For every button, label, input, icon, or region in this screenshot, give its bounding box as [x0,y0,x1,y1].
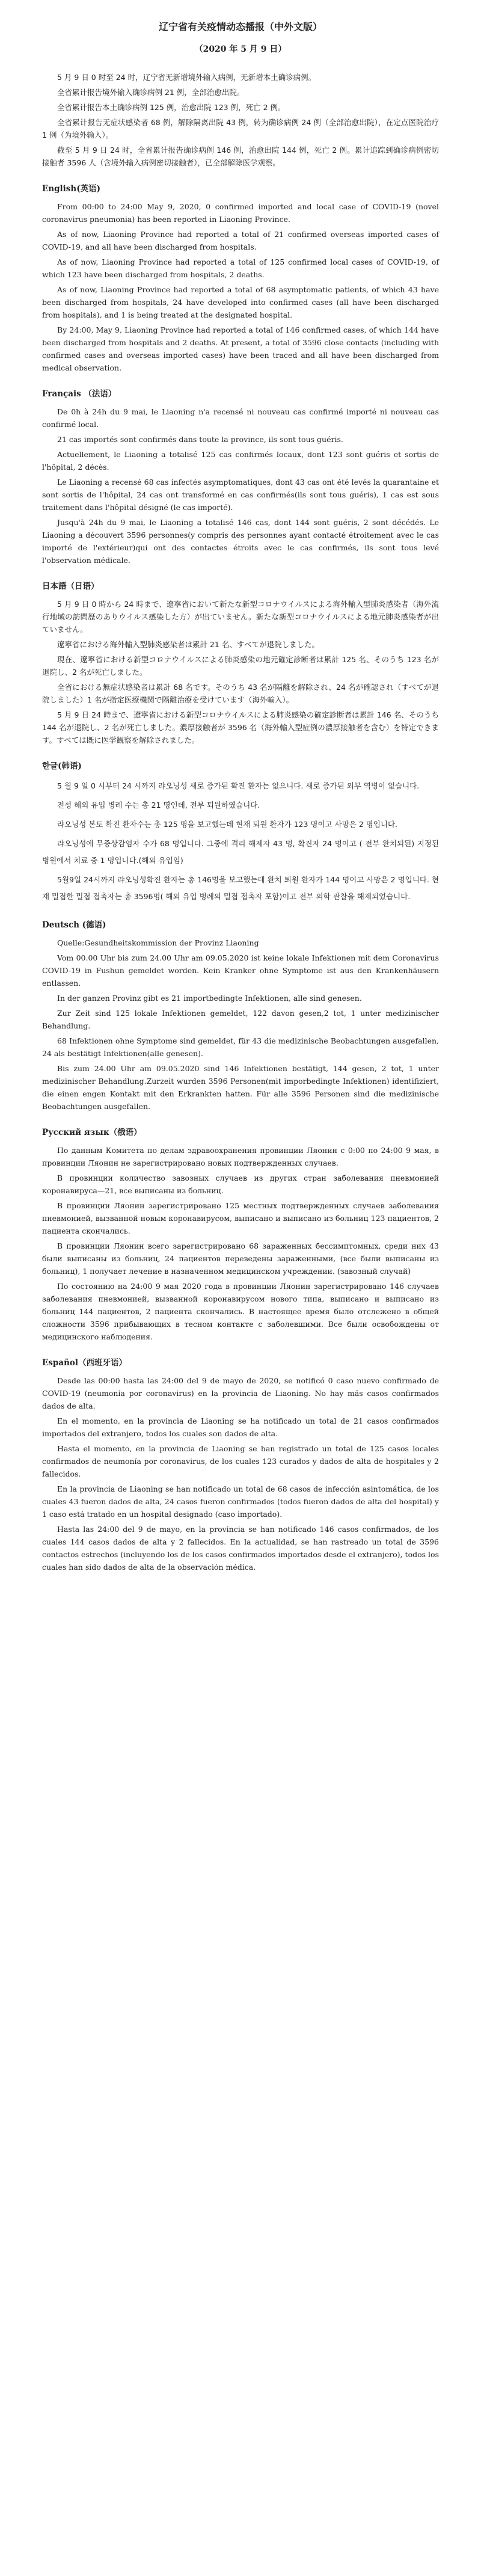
de-paragraph: Zur Zeit sind 125 lokale Infektionen gemeldet, 122 davon gesen,2 tot, 1 unter medizinischer Behandlung. [42,1009,439,1030]
german-section [42,918,439,1113]
russian-section [42,1126,439,1343]
spanish-section [42,1356,439,1573]
kr-paragraph: 5 월 9 일 0 시부터 24 시까지 랴오닝성 새로 증가된 확진 환자는 없으니다. 새로 증가된 외부 역병이 없습니다. [57,781,420,790]
jp-paragraph: 5 月 9 日 24 時まで、遼寧省における新型コロナウイルスによる肺炎感染の確定診断者は累計 146 名、そのうち 144 名が退院し、2 名が死亡しました。濃厚接触者が 3596 名（海外輸入型症例の濃厚接触者を含む）を特定できます。すべては既に医学観察を解除されました。 [42,710,439,745]
report-date: （2020 年 5 月 9 日） [194,45,287,54]
japanese-heading: 日本語（日语） [42,582,99,591]
de-paragraph: In der ganzen Provinz gibt es 21 importbedingte Infektionen, alle sind genesen. [57,994,362,1003]
es-paragraph: Hasta las 24:00 del 9 de mayo, en la provincia se han notificado 146 casos confirmados, de los cuales 144 casos dados de alta y 2 fallecidos. En la actualidad, se han rastreado un total de 3596 contactos estrechos (incluyendo los de los casos confirmados importados desde el extranjero), todos los cuales han sido dados de alta de la observación médica. [42,1525,439,1572]
es-paragraph: Desde las 00:00 hasta las 24:00 del 9 de mayo de 2020, se notificó 0 caso nuevo confirmado de COVID-19 (neumonía por coronavirus) en la provincia de Liaoning. No hay más casos confirmados dados de alta. [42,1376,439,1410]
de-paragraph: Bis zum 24.00 Uhr am 09.05.2020 sind 146 Infektionen bestätigt, 144 gesen, 2 tot, 1 unter medizinischer Behandlung.Zurzeit wurden 3596 Personen(mit imporbedingte Infektionen) identifiziert, die einen engen Kontakt mit den Erkrankten hatten. Für alle 3596 Personen sind die medizinische Beobachtungen ausgefallen. [42,1064,439,1111]
korean-section [42,760,439,905]
ru-paragraph: В провинции Ляонин зарегистрировано 125 местных подтвержденных случаев заболевания пневмонией, вызванной новым коронавирусом, выписано и выписано из больниц 123 пациентов, 2 пациента скончались. [42,1201,439,1235]
korean-heading: 한글(韩语) [42,761,82,771]
es-paragraph: En la provincia de Liaoning se han notificado un total de 68 casos de infección asintomática, de los cuales 43 fueron dados de alta, 24 casos fueron confirmados (todos fueron dados de alta del hospital) y 1 caso está tratado en un hospital designado (caso importado). [42,1484,439,1519]
ru-paragraph: По данным Комитета по делам здравоохранения провинции Ляонин с 0:00 по 24:00 9 мая, в провинции Ляонин не зарегистрировано новых подтвержденных случаев. [42,1146,439,1167]
de-paragraph: Vom 00.00 Uhr bis zum 24.00 Uhr am 09.05.2020 ist keine lokale Infektionen mit dem Coronavirus COVID-19 in Fushun gemeldet worden. Kein Kranker ohne Symptome ist aus den Krankenhäusern entlassen. [42,953,439,988]
ru-paragraph: По состоянию на 24:00 9 мая 2020 года в провинции Ляонин зарегистрировано 146 случаев заболевания пневмонией, вызванной коронавирусом нового типа, выписано и выписано из больниц 144 пациентов, 2 пациента скончались. В настоящее время было отслежено в общей сложности 3596 прибывающих в тесном контакте с заболевшими. Все были освобождены от медицинского наблюдения. [42,1282,439,1341]
fr-paragraph: Actuellement, le Liaoning a totalisé 125 cas confirmés locaux, dont 123 sont guéris et sortis de l'hôpital, 2 décès. [42,450,439,472]
fr-paragraph: De 0h à 24h du 9 mai, le Liaoning n'a recensé ni nouveau cas confirmé importé ni nouveau cas confirmé local. [42,407,439,429]
en-paragraph: As of now, Liaoning Province had reported a total of 21 confirmed overseas imported cases of COVID-19, and all have been discharged from hospitals. [42,230,439,251]
jp-paragraph: 5 月 9 日 0 時から 24 時まで、遼寧省において新たな新型コロナウイルスによる海外輸入型肺炎感染者（海外流行地域の訪問歴のありウイルス感染した方）が出ていません。新たな新型コロナウイルスによる地元肺炎感染者が出ていません。 [42,600,439,634]
english-heading: English(英语) [42,184,100,194]
fr-paragraph: 21 cas importés sont confirmés dans toute la province, ils sont tous guéris. [57,435,343,444]
es-paragraph: Hasta el momento, en la provincia de Liaoning se han registrado un total de 125 casos locales confirmados de neumonía por coronavirus, de los cuales 123 curados y dados de alta de hospitales y 2 fallecidos. [42,1444,439,1478]
english-section [42,182,439,374]
cn-paragraph: 全省累计报告无症状感染者 68 例，解除隔离出院 43 例，转为确诊病例 24 例（全部治愈出院），在定点医院治疗 1 例（为境外输入）。 [42,118,439,140]
fr-paragraph: Jusqu'à 24h du 9 mai, le Liaoning a totalisé 146 cas, dont 144 sont guéris, 2 sont décédés. Le Liaoning a découvert 3596 personnes(y compris des personnes ayant contacté étroitement avec le cas importé de l'extérieur)qui ont des contactes étroits avec le cas confirmés, ils sont tous levé l'observation médicale. [42,518,439,565]
page-title: 辽宁省有关疫情动态播报（中外文版） [158,21,322,32]
es-paragraph: En el momento, en la provincia de Liaoning se ha notificado un total de 21 casos confirmados importados del extranjero, todos los cuales son dados de alta. [42,1416,439,1438]
cn-paragraph: 全省累计报告本土确诊病例 125 例，治愈出院 123 例，死亡 2 例。 [57,103,286,112]
de-paragraph: 68 Infektionen ohne Symptome sind gemeldet, für 43 die medizinische Beobachtungen ausgefallen, 24 als bestätigt Infektionen(alle genesen). [42,1036,439,1058]
en-paragraph: As of now, Liaoning Province had reported a total of 68 asymptomatic patients, of which 43 have been discharged from hospitals, 24 have developed into confirmed cases (all have been discharged from hospitals), and 1 is being treated at the designated hospital. [42,285,439,319]
en-paragraph: By 24:00, May 9, Liaoning Province had reported a total of 146 confirmed cases, of which 144 have been discharged from hospitals and 2 deaths. At present, a total of 3596 close contacts (including with confirmed cases and overseas imported cases) have been traced and all have been discharged from medical observation. [42,325,439,372]
en-paragraph: As of now, Liaoning Province had reported a total of 125 confirmed local cases of COVID-19, of which 123 have been discharged from hospitals, 2 deaths. [42,257,439,279]
en-paragraph: From 00:00 to 24:00 May 9, 2020, 0 confirmed imported and local case of COVID-19 (novel coronavirus pneumonia) has been reported in Liaoning Province. [42,202,439,224]
kr-paragraph: 5월9일 24시까지 랴오닝성확진 환자는 총 146명을 보고했는데 완치 퇴원 환자가 144 명이고 사망은 2 명입니다. 현재 밀접한 밀접 접촉자는 총 3596명( 해외 유입 병례의 밀접 접촉자 포함)이고 전부 의학 관찰을 해제되었습니다. [42,875,439,901]
ru-paragraph: В провинции количество завозных случаев из других стран заболевания пневмонией коронавируса—21, все выписаны из больниц. [42,1173,439,1195]
kr-paragraph: 랴오닝성에 무증상감염자 수가 68 명입니다. 그중에 격리 해제자 43 명, 확진자 24 명이고 ( 전부 완치되된) 지정된 병원에서 치료 중 1 명입니다.(해외 유입임) [42,839,439,865]
cn-paragraph: 截至 5 月 9 日 24 时，全省累计报告确诊病例 146 例，治愈出院 144 例，死亡 2 例。累计追踪到确诊病例密切接触者 3596 人（含境外输入病例密切接触者），已全部解除医学观察。 [42,146,439,167]
cn-paragraph: 全省累计报告境外输入确诊病例 21 例，全部治愈出院。 [57,88,245,97]
de-paragraph: Quelle:Gesundheitskommission der Provinz Liaoning [57,938,259,947]
chinese-section [42,71,439,169]
jp-paragraph: 遼寧省における海外輸入型肺炎感染者は累計 21 名、すべてが退院しました。 [57,640,320,649]
kr-paragraph: 랴오닝성 본토 확진 환자수는 총 125 명을 보고했는데 현재 퇴원 환자가 123 명이고 사망은 2 명입니다. [57,820,398,829]
german-heading: Deutsch (德语) [42,920,106,930]
kr-paragraph: 전성 해외 유입 병례 수는 총 21 명인데, 전부 퇴원하였습니다. [57,801,260,810]
jp-paragraph: 全省における無症状感染者は累計 68 名です。そのうち 43 名が隔離を解除され、24 名が確認され（すべてが退院しました）1 名が指定医療機関で隔離治療を受けています（海外輸入）。 [42,683,439,704]
cn-paragraph: 5 月 9 日 0 时至 24 时，辽宁省无新增境外输入病例，无新增本土确诊病例。 [57,73,316,82]
russian-heading: Русский язык（俄语） [42,1128,142,1137]
fr-paragraph: Le Liaoning a recensé 68 cas infectés asymptomatiques, dont 43 cas ont été levés la quarantaine et sont sortis de l'hôpital, 24 cas ont transformé en cas confirmés(ils sont tous guéris), 1 cas est sous traitement dans l'hôpital désigné (le cas importé). [42,478,439,512]
jp-paragraph: 現在、遼寧省における新型コロナウイルスによる肺炎感染の地元確定診断者は累計 125 名、そのうち 123 名が退院し、2 名が死亡しました。 [42,655,439,677]
japanese-section [42,580,439,746]
spanish-heading: Español（西班牙语） [42,1358,127,1368]
ru-paragraph: В провинции Ляонин всего зарегистрировано 68 зараженных бессимптомных, среди них 43 были выписаны из больниц, 24 пациентов переведены зараженными, (все были выписаны из больниц), 1 получает лечение в назначенном медицинском учреждении. (завозный случай) [42,1241,439,1276]
french-heading: Français （法语） [42,389,117,399]
bulletin-page [42,0,439,1573]
french-section [42,387,439,567]
